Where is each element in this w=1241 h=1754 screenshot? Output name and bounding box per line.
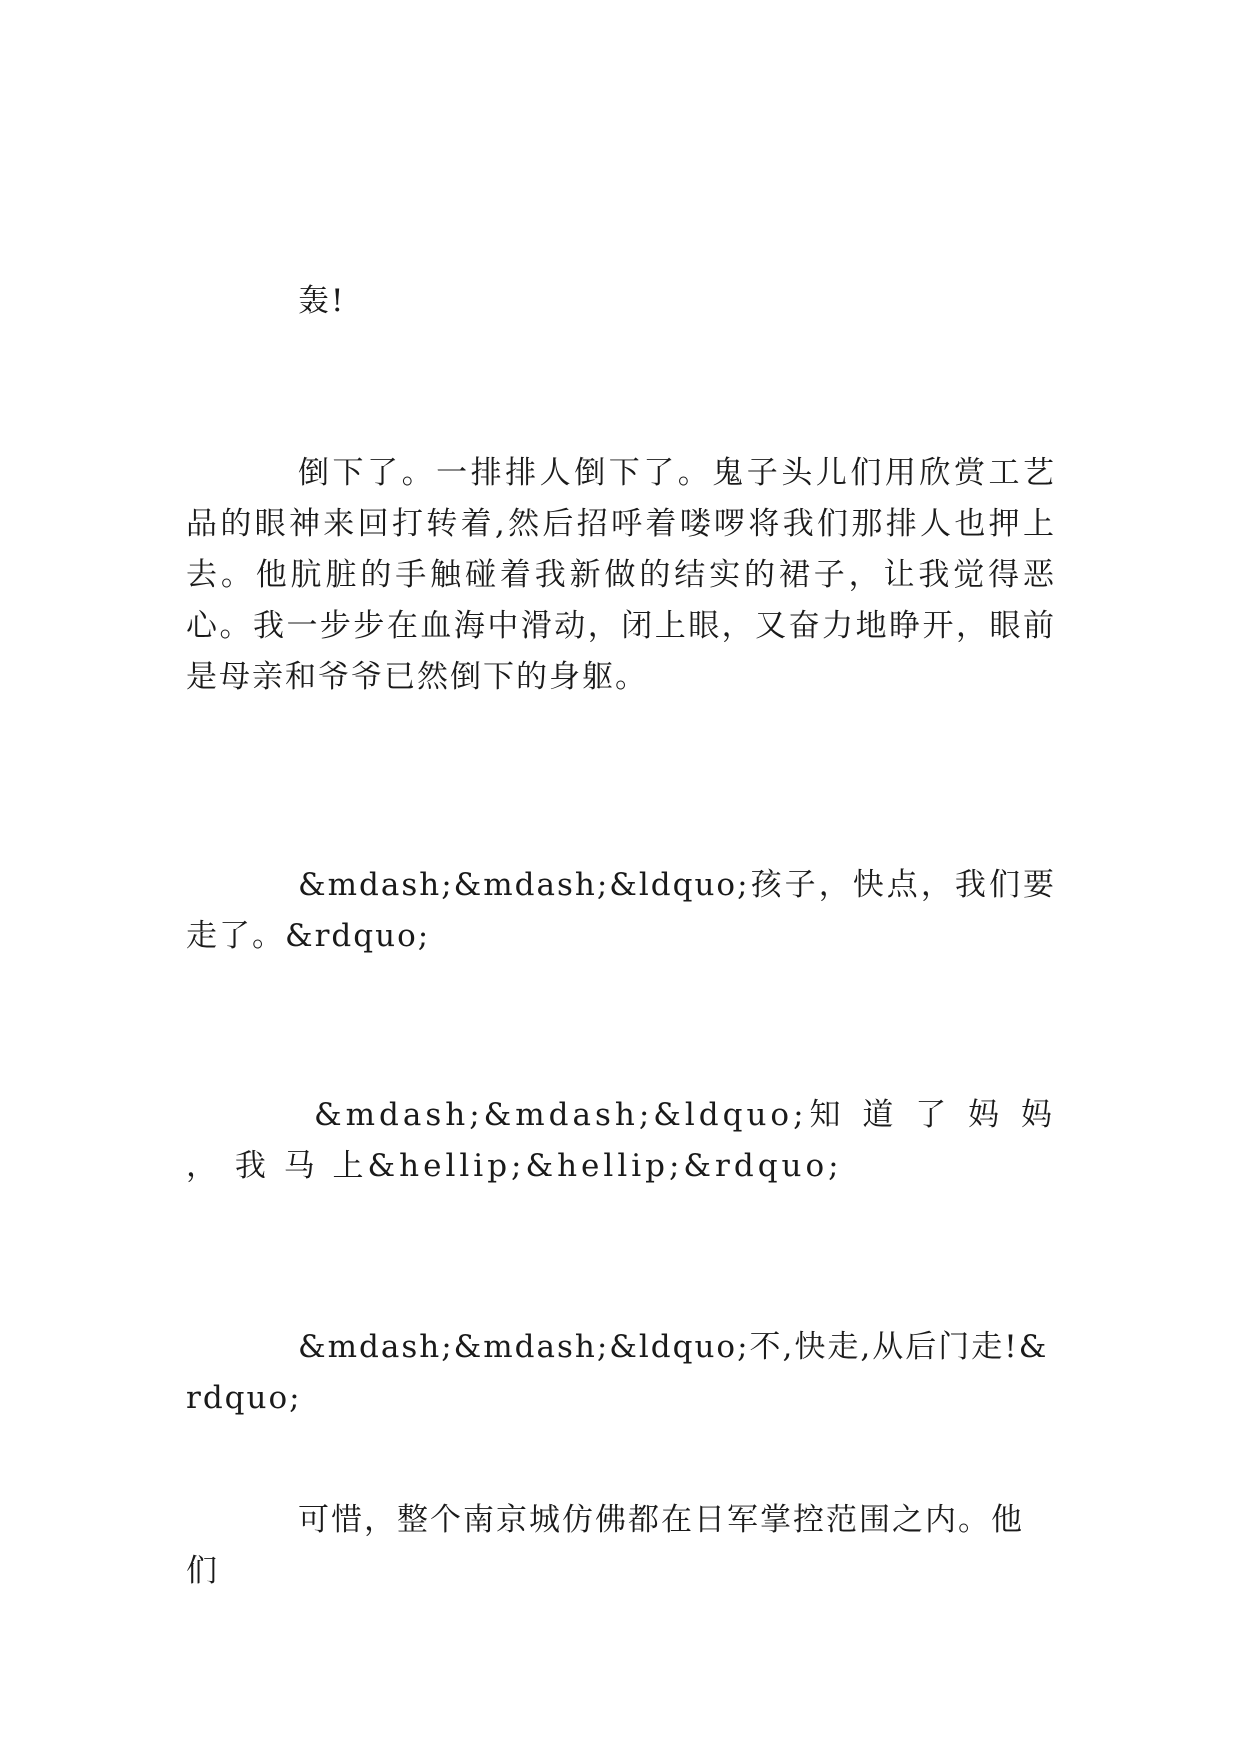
paragraph-4: &mdash;&mdash;&ldquo;知 道 了 妈 妈 ， 我 马 上&hellip;&hellip;&rdquo;: [186, 1097, 1070, 1184]
paragraph-2: 倒下了。一排排人倒下了。鬼子头儿们用欣赏工艺品的眼神来回打转着,然后招呼着喽啰将我们那排人也押上去。他肮脏的手触碰着我新做的结实的裙子，让我觉得恶心。我一步步在血海中滑动，闭上眼，又奋力地睁开，眼前是母亲和爷爷已然倒下的身躯。: [186, 455, 1056, 695]
paragraph-6: 可惜，整个南京城仿佛都在日军掌控范围之内。他们: [186, 1502, 1024, 1589]
paragraph-3: &mdash;&mdash;&ldquo;孩子，快点，我们要走了。&rdquo;: [186, 867, 1056, 954]
paragraph-5: &mdash;&mdash;&ldquo;不,快走,从后门走!&rdquo;: [186, 1329, 1049, 1416]
paragraph-1: 轰!: [298, 283, 346, 319]
